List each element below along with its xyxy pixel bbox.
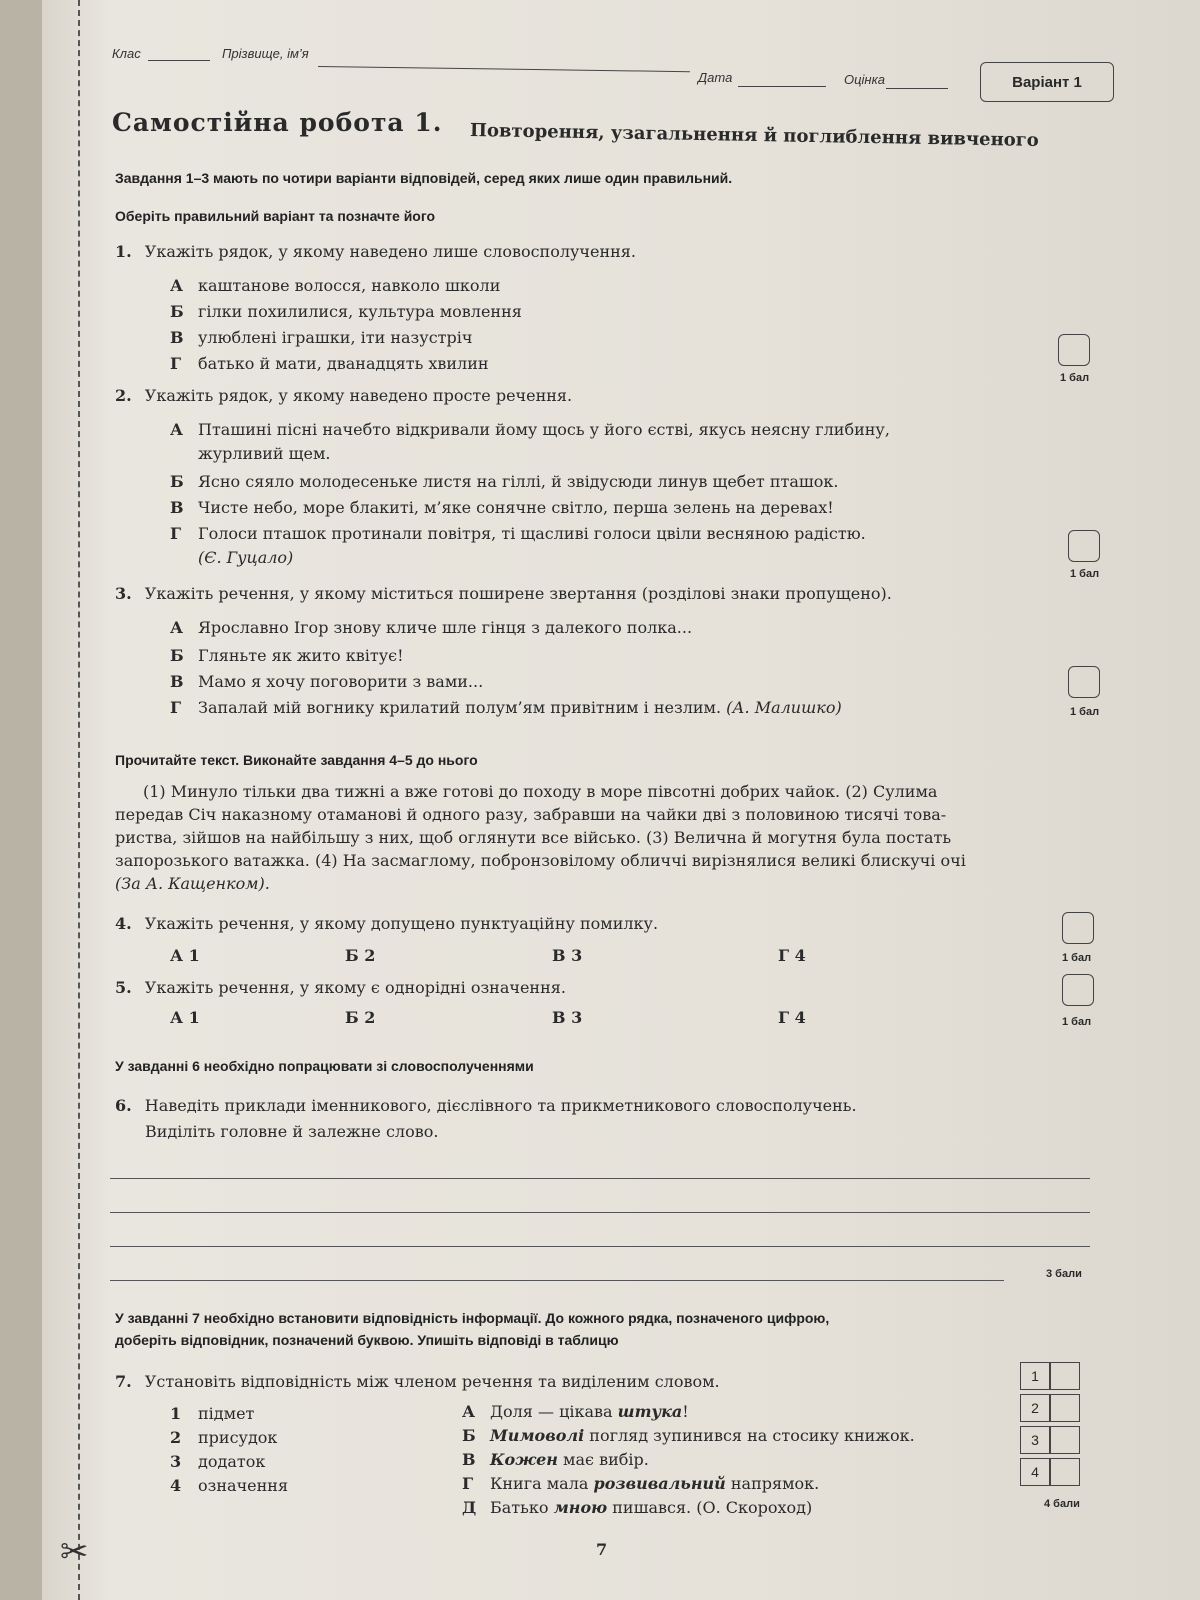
cut-line — [78, 0, 80, 1600]
q7-left-item: 1 підмет — [170, 1404, 255, 1423]
page-subtitle: Повторення, узагальнення й поглиблення вивченого — [469, 120, 1039, 151]
q5-option-d[interactable]: Г 4 — [778, 1008, 806, 1027]
instruction-7-line1: У завданні 7 необхідно встановити відповідність інформації. До кожного рядка, позначеного цифрою, — [115, 1310, 830, 1326]
instruction-7-line2: доберіть відповідник, позначений буквою. Упишіть відповіді в таблицю — [115, 1332, 619, 1348]
q3-author: (А. Малишко) — [726, 698, 842, 717]
q7-table-row-label: 1 — [1020, 1362, 1050, 1390]
question-text: Укажіть рядок, у якому наведено лише словосполучення. — [144, 242, 636, 261]
q2-option-b[interactable]: Б Ясно сяяло молодесеньке листя на гіллі, й звідусюди линув щебет пташок. — [170, 472, 839, 491]
q2-option-a[interactable]: А Пташині пісні начебто відкривали йому щось у його єстві, якусь неясну глибину, — [170, 420, 890, 439]
q2-answer-box[interactable] — [1068, 530, 1100, 562]
reading-text: (1) Минуло тільки два тижні а вже готові до походу в море півсотні добрих чайок. (2) Сулима передав Січ наказному отаманові й одного разу, забравши на чайки дві з половиною тисячі това- риства, зійшов на найбільшу з них, щоб оглянути все військо. (3) Велична й могутня була постать запорозького ватажка. (4) На засмаглому, побронзовілому обличчі вирізнялися великі блискучі очі (За А. Кащенком). — [115, 780, 1095, 895]
question-2: 2. Укажіть рядок, у якому наведено просте речення. — [115, 386, 573, 405]
page-number: 7 — [596, 1540, 608, 1559]
q2-option-c[interactable]: В Чисте небо, море блакиті, м’яке сонячне світло, перша зелень на деревах! — [170, 498, 834, 517]
variant-badge: Варіант 1 — [980, 62, 1114, 102]
q7-answer-cell[interactable] — [1050, 1458, 1080, 1486]
scissors-icon: ✂ — [60, 1532, 89, 1572]
answer-line[interactable] — [110, 1212, 1090, 1213]
q2-score: 1 бал — [1070, 568, 1100, 580]
name-label: Прізвище, ім’я — [222, 46, 309, 61]
reading-instruction: Прочитайте текст. Виконайте завдання 4–5 до нього — [115, 752, 478, 768]
reading-author: (За А. Кащенком). — [115, 874, 270, 893]
q7-right-item: А Доля — цікава штука! — [462, 1402, 689, 1421]
q3-option-a[interactable]: А Ярославно Ігор знову кличе шле гінця з далекого полка... — [170, 618, 693, 637]
q4-option-c[interactable]: В 3 — [552, 946, 583, 965]
q1-score: 1 бал — [1060, 372, 1090, 384]
date-label: Дата — [698, 70, 733, 85]
grade-label: Оцінка — [844, 72, 885, 87]
question-7: 7. Установіть відповідність між членом речення та виділеним словом. — [115, 1372, 720, 1391]
question-number: 1. — [115, 242, 132, 261]
answer-line[interactable] — [110, 1246, 1090, 1247]
class-field[interactable] — [148, 60, 210, 61]
grade-field[interactable] — [886, 88, 948, 89]
q7-right-item: Б Мимоволі погляд зупинився на стосику книжок. — [462, 1426, 915, 1445]
q7-answer-cell[interactable] — [1050, 1362, 1080, 1390]
q7-table-row-label: 2 — [1020, 1394, 1050, 1422]
q4-option-b[interactable]: Б 2 — [345, 946, 376, 965]
q3-answer-box[interactable] — [1068, 666, 1100, 698]
q7-left-item: 2 присудок — [170, 1428, 278, 1447]
q5-option-b[interactable]: Б 2 — [345, 1008, 376, 1027]
instruction-1-3-line2: Оберіть правильний варіант та позначте його — [115, 208, 436, 224]
q2-option-a-cont: журливий щем. — [198, 444, 331, 463]
q7-answer-cell[interactable] — [1050, 1394, 1080, 1422]
q4-option-a[interactable]: А 1 — [170, 946, 200, 965]
question-6: 6. Наведіть приклади іменникового, дієслівного та прикметникового словосполучень. — [115, 1096, 857, 1115]
q7-table-row-label: 4 — [1020, 1458, 1050, 1486]
q4-option-d[interactable]: Г 4 — [778, 946, 806, 965]
q2-option-d[interactable]: Г Голоси пташок протинали повітря, ті щасливі голоси цвіли весняною радістю. — [170, 524, 866, 543]
q7-answer-cell[interactable] — [1050, 1426, 1080, 1454]
q6-score: 3 бали — [1046, 1268, 1082, 1280]
question-5: 5. Укажіть речення, у якому є однорідні означення. — [115, 978, 566, 997]
instruction-6: У завданні 6 необхідно попрацювати зі словосполученнями — [115, 1058, 534, 1074]
instruction-1-3-line1: Завдання 1–3 мають по чотири варіанти відповідей, серед яких лише один правильний. — [115, 170, 733, 186]
q7-right-item: Д Батько мною пишався. (О. Скороход) — [462, 1498, 813, 1517]
q5-option-c[interactable]: В 3 — [552, 1008, 583, 1027]
q1-option-a[interactable]: А каштанове волосся, навколо школи — [170, 276, 501, 295]
question-3: 3. Укажіть речення, у якому міститься поширене звертання (розділові знаки пропущено). — [115, 584, 892, 603]
q5-score: 1 бал — [1062, 1016, 1092, 1028]
q7-left-item: 3 додаток — [170, 1452, 266, 1471]
question-4: 4. Укажіть речення, у якому допущено пунктуаційну помилку. — [115, 914, 659, 933]
question-1 — [115, 242, 636, 261]
q7-left-item: 4 означення — [170, 1476, 289, 1495]
class-label: Клас — [112, 46, 141, 61]
q4-score: 1 бал — [1062, 952, 1092, 964]
q7-right-item: Г Книга мала розвивальний напрямок. — [462, 1474, 820, 1493]
q3-option-b[interactable]: Б Гляньте як жито квітує! — [170, 646, 404, 665]
q1-option-c[interactable]: В улюблені іграшки, іти назустріч — [170, 328, 473, 347]
q7-table-row-label: 3 — [1020, 1426, 1050, 1454]
q5-option-a[interactable]: А 1 — [170, 1008, 200, 1027]
q4-answer-box[interactable] — [1062, 912, 1094, 944]
question-6-line2: Виділіть головне й залежне слово. — [145, 1122, 439, 1141]
q1-option-d[interactable]: Г батько й мати, дванадцять хвилин — [170, 354, 489, 373]
q1-option-b[interactable]: Б гілки похилилися, культура мовлення — [170, 302, 522, 321]
q7-score: 4 бали — [1044, 1498, 1080, 1510]
answer-line[interactable] — [110, 1178, 1090, 1179]
q5-answer-box[interactable] — [1062, 974, 1094, 1006]
q3-score: 1 бал — [1070, 706, 1100, 718]
page-title: Самостійна робота 1. — [112, 108, 443, 137]
answer-line[interactable] — [110, 1280, 1004, 1281]
date-field[interactable] — [738, 86, 826, 87]
q3-option-d[interactable]: Г Запалай мій вогнику крилатий полум’ям привітним і незлим. (А. Малишко) — [170, 698, 842, 717]
q3-option-c[interactable]: В Мамо я хочу поговорити з вами... — [170, 672, 484, 691]
q2-author: (Є. Гуцало) — [198, 548, 294, 567]
q1-answer-box[interactable] — [1058, 334, 1090, 366]
q7-right-item: В Кожен має вибір. — [462, 1450, 649, 1469]
